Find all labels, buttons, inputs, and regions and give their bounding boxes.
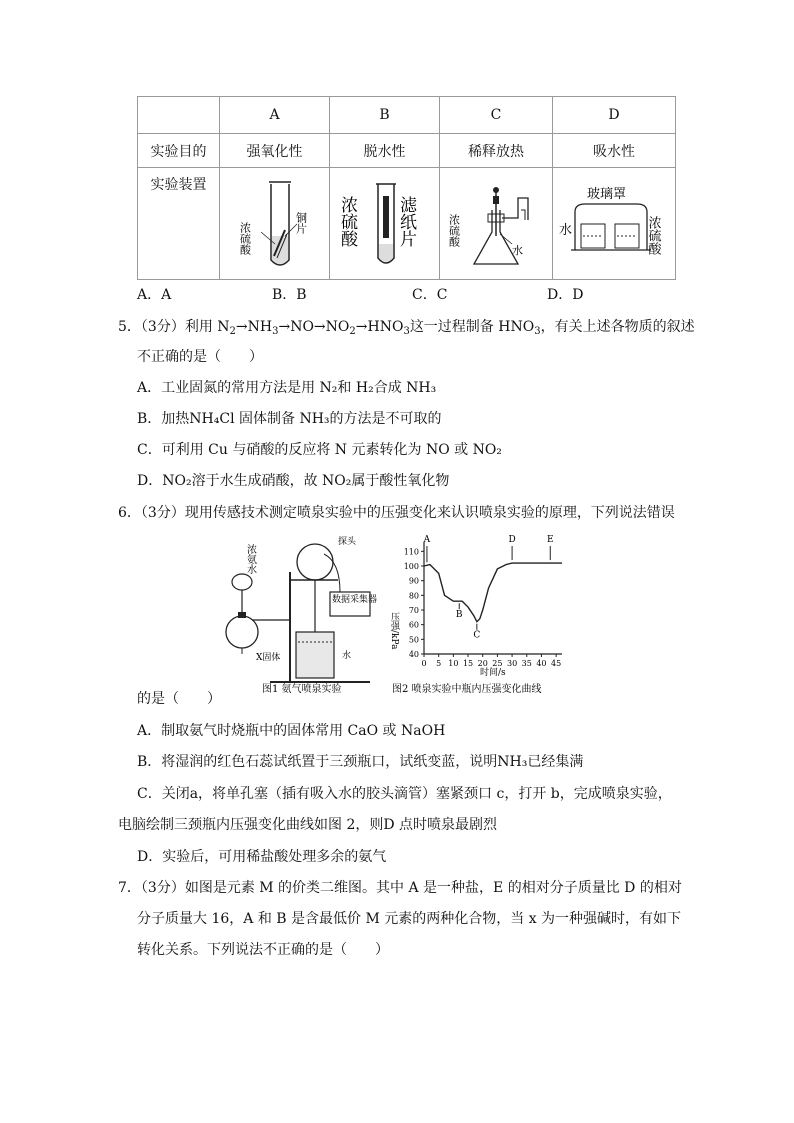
apparatus-d-cell (553, 168, 676, 280)
fig-b-left-label: 浓硫酸 (336, 195, 357, 247)
table-header-d: D (553, 97, 676, 134)
q7-stem-line1: 7．（3分）如图是元素 M 的价类二维图。其中 A 是一种盐，E 的相对分子质量比 D 的相对 (118, 880, 682, 896)
q4-option-a: A．A (137, 287, 172, 303)
y-tick-label: 70 (408, 606, 419, 615)
x-tick-label: 45 (551, 659, 562, 668)
q5-stem-part3: →NO→NO (278, 319, 350, 335)
fig2-caption: 图2 喷泉实验中瓶内压强变化曲线 (392, 684, 542, 695)
q4-option-c: C．C (412, 287, 448, 303)
point-label-c: C (473, 630, 481, 641)
y-tick-label: 50 (408, 635, 419, 645)
experiment-table (137, 96, 676, 280)
apparatus-b-cell (330, 168, 440, 280)
purpose-c: 稀释放热 (440, 134, 553, 168)
point-label-e: E (546, 535, 554, 545)
q4-option-d: D．D (547, 287, 584, 303)
y-tick-label: 60 (408, 620, 419, 630)
fig1-solid-label: X固体 (256, 653, 281, 663)
point-label-b: B (455, 610, 463, 621)
fig1-collector-label: 数据采集器 (332, 595, 378, 605)
y-tick-label: 80 (408, 591, 419, 601)
q5-stem-part2: →NH (235, 319, 273, 335)
q5-option-d: D．NO₂溶于水生成硝酸，故 NO₂属于酸性氧化物 (137, 473, 450, 489)
apparatus-a-cell (220, 168, 330, 280)
q6-option-c-line1: C．关闭a，将单孔塞（插有吸入水的胶头滴管）塞紧颈口 c，打开 b，完成喷泉实验， (137, 786, 672, 802)
q5-option-b: B．加热NH₄Cl 固体制备 NH₃的方法是不可取的 (137, 411, 442, 427)
point-label-d: D (508, 535, 516, 545)
q6-option-a: A．制取氨气时烧瓶中的固体常用 CaO 或 NaOH (137, 723, 446, 739)
row-label-purpose: 实验目的 (138, 134, 220, 168)
q7-stem-line3: 转化关系。下列说法不正确的是（ ） (137, 942, 389, 958)
x-tick-label: 25 (492, 659, 503, 668)
q6-stem-line2: 的是（ ） (137, 691, 221, 707)
x-tick-label: 20 (477, 659, 488, 668)
q7-stem-line2: 分子质量大 16，A 和 B 是含最低价 M 元素的两种化合物，当 x 为一种强碱时，有如下 (137, 911, 682, 927)
table-header-blank (138, 97, 220, 134)
q5-option-c: C．可利用 Cu 与硝酸的反应将 N 元素转化为 NO 或 NO₂ (137, 442, 502, 458)
bell-jar-figure (557, 174, 671, 274)
x-tick-label: 0 (421, 659, 427, 668)
purpose-d: 吸水性 (553, 134, 676, 168)
q6-option-d: D．实验后，可用稀盐酸处理多余的氨气 (137, 849, 387, 865)
fig1-probe-label: 探头 (338, 537, 357, 547)
x-tick-label: 10 (448, 659, 459, 668)
fig1-caption: 图1 氨气喷泉实验 (262, 684, 342, 695)
q6-option-b: B．将湿润的红色石蕊试纸置于三颈瓶口，试纸变蓝，说明NH₃已经集满 (137, 754, 584, 770)
q4-option-b: B．B (272, 287, 307, 303)
chart-ylabel: 压强/kPa (389, 612, 399, 650)
x-tick-label: 5 (436, 659, 442, 668)
y-tick-label: 40 (408, 650, 419, 659)
x-tick-label: 35 (521, 659, 532, 668)
fig-c-right-label: 水 (512, 243, 523, 257)
pressure-series-line (424, 563, 562, 622)
pressure-curve-chart (384, 532, 614, 697)
fountain-apparatus-figure (220, 532, 390, 697)
fig-d-top-label: 玻璃罩 (587, 186, 627, 202)
table-header-c: C (440, 97, 553, 134)
x-tick-label: 15 (462, 659, 474, 668)
q5-option-a: A．工业固氮的常用方法是用 N₂和 H₂合成 NH₃ (137, 380, 437, 396)
fig1-ammonia-label: 浓氨水 (244, 544, 256, 574)
y-tick-label: 90 (408, 576, 419, 586)
fig-c-left-label: 浓硫酸 (447, 213, 461, 247)
fig1-water-label: 水 (342, 651, 352, 661)
q5-stem-part6: ，有关上述各物质的叙述 (540, 319, 695, 335)
table-header-a: A (220, 97, 330, 134)
q6-option-c-line2: 电脑绘制三颈瓶内压强变化曲线如图 2，则D 点时喷泉最剧烈 (118, 817, 498, 833)
x-tick-label: 40 (536, 659, 547, 668)
flask-dilution-figure (444, 174, 548, 274)
fig-d-left-label: 水 (559, 222, 573, 238)
q5-stem-line2: 不正确的是（ ） (137, 349, 263, 365)
purpose-b: 脱水性 (330, 134, 440, 168)
test-tube-filter-paper-figure (335, 174, 435, 274)
q5-stem-line1: 5．（3分）利用 $N_2\to NH_3\to NO\to NO_2\to HNO_3$这一过程制备 $HNO_3$，有关上述各物质的叙述 (118, 319, 695, 337)
y-tick-label: 100 (403, 562, 419, 571)
point-label-a: A (423, 535, 431, 545)
q5-stem-part4: →HNO (355, 319, 404, 335)
apparatus-c-cell (440, 168, 553, 280)
purpose-a: 强氧化性 (220, 134, 330, 168)
row-label-apparatus: 实验装置 (138, 168, 220, 280)
q5-stem-part1: 5．（3分）利用 N (118, 319, 230, 335)
fig-a-right-label: 铜片 (294, 211, 307, 234)
y-tick-label: 110 (403, 547, 419, 557)
q6-stem-line1: 6．（3分）现用传感技术测定喷泉实验中的压强变化来认识喷泉实验的原理，下列说法错误 (118, 505, 675, 521)
test-tube-copper-figure (225, 174, 325, 274)
fig-d-right-label: 浓硫酸 (645, 215, 661, 255)
table-header-b: B (330, 97, 440, 134)
fig-a-left-label: 浓硫酸 (238, 221, 251, 255)
q5-stem-part5: 这一过程制备 HNO (409, 319, 535, 335)
x-tick-label: 30 (506, 659, 518, 668)
fig-b-right-label: 滤纸片 (395, 195, 416, 247)
chart-xlabel: 时间/s (480, 668, 506, 678)
